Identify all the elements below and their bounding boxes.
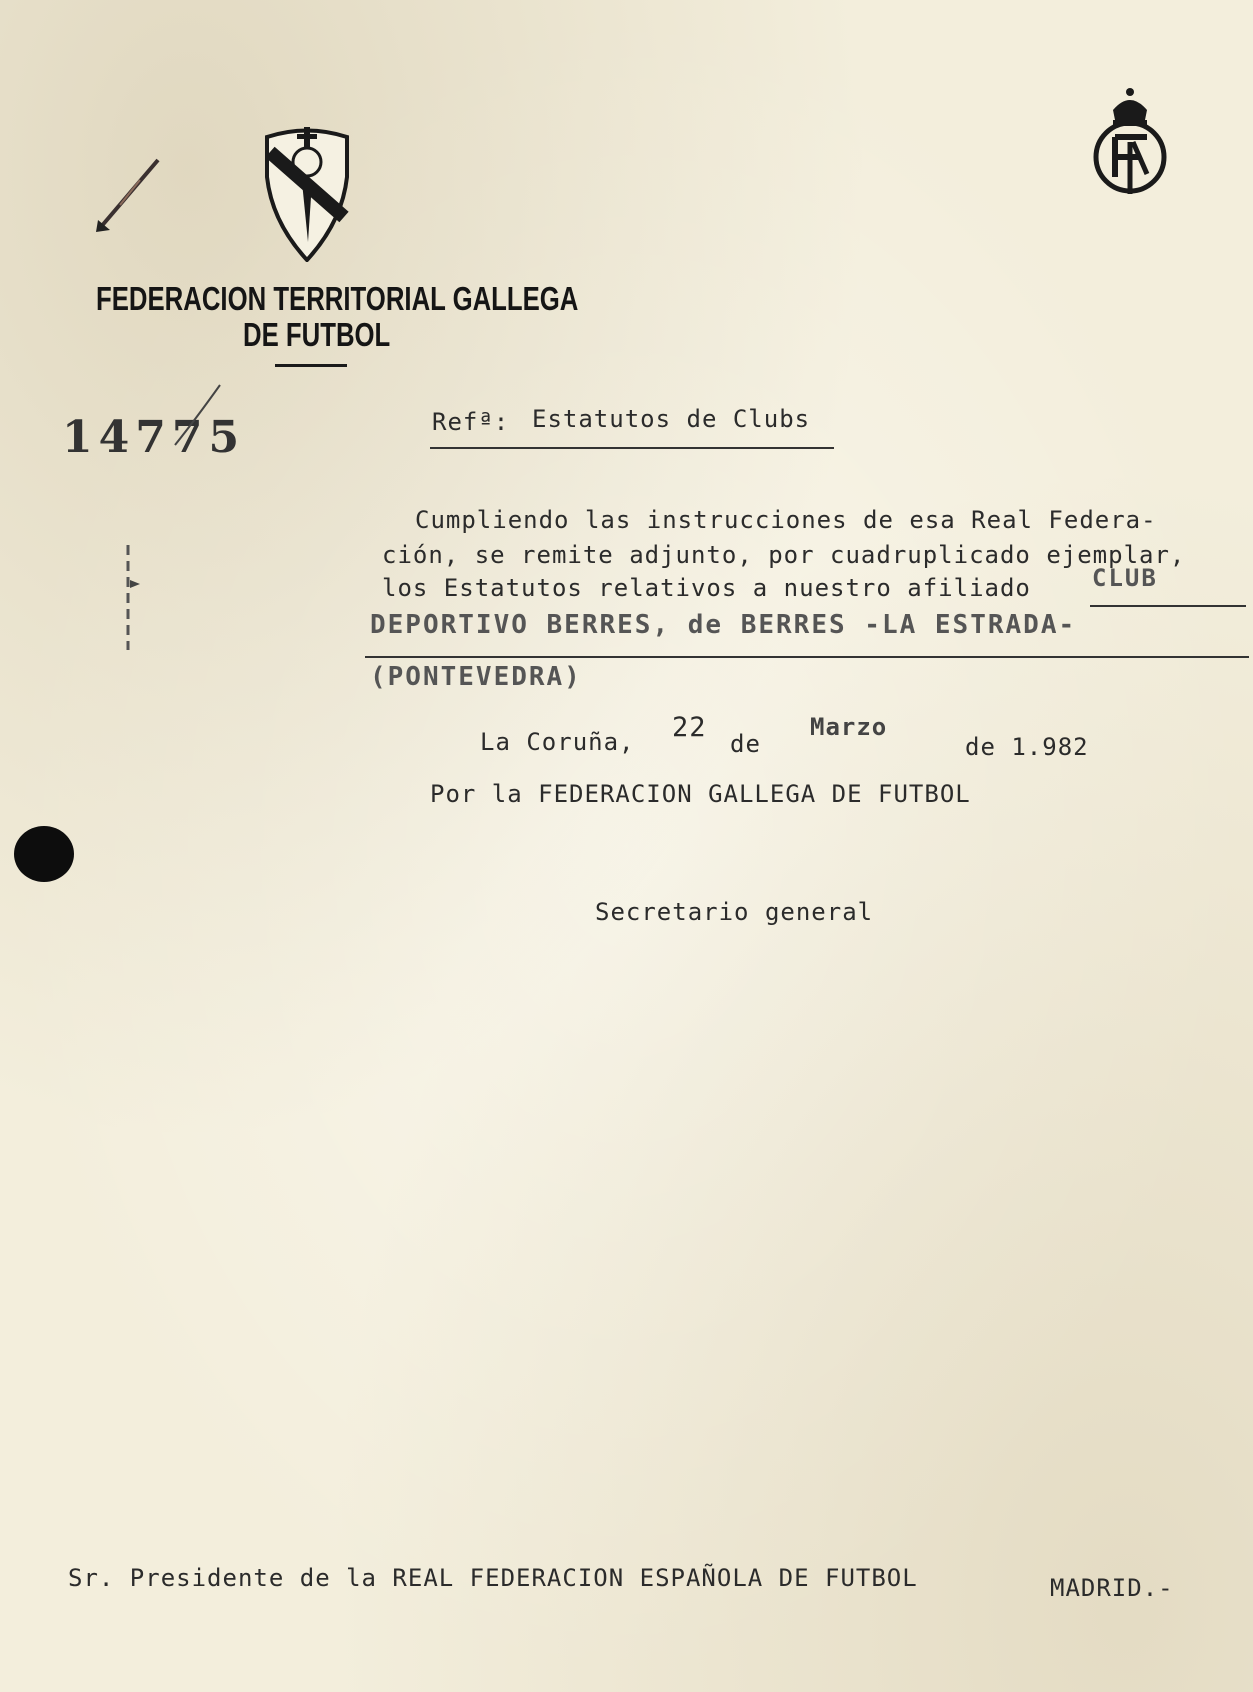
date-day: 22 [672, 712, 707, 743]
galician-federation-shield-icon [262, 122, 352, 262]
body-line1: Cumpliendo las instrucciones de esa Real Federa- [415, 506, 1157, 534]
reference-underline [430, 447, 834, 449]
date-de: de [730, 730, 761, 758]
signature-title: Secretario general [595, 898, 874, 926]
header-underline [275, 364, 347, 367]
club-underline-1 [1090, 605, 1246, 607]
date-place: La Coruña, [480, 728, 635, 756]
footer-addressee: Sr. Presidente de la REAL FEDERACION ESPAÑOLA DE FUTBOL [68, 1564, 918, 1592]
date-year: de 1.982 [965, 733, 1089, 761]
date-month: Marzo [810, 713, 888, 741]
registration-pencil-stroke [165, 380, 225, 450]
margin-staple-mark [118, 540, 148, 655]
pencil-mark [80, 150, 170, 240]
reference-label: Refª: [432, 408, 510, 436]
body-line2: ción, se remite adjunto, por cuadruplicado ejemplar, [382, 541, 1186, 569]
footer-city: MADRID.- [1050, 1574, 1174, 1602]
reference-text: Estatutos de Clubs [532, 405, 811, 433]
federation-header-line1: FEDERACION TERRITORIAL GALLEGA [96, 280, 579, 317]
signature-by-line: Por la FEDERACION GALLEGA DE FUTBOL [430, 780, 971, 808]
club-prefix: CLUB [1092, 564, 1158, 592]
registration-number: 14775 [62, 412, 246, 463]
rfef-crown-emblem-icon [1085, 82, 1175, 202]
body-line3: los Estatutos relativos a nuestro afiliado [382, 574, 1031, 602]
punch-hole [14, 826, 74, 882]
federation-header-line2: DE FUTBOL [243, 316, 391, 353]
club-province: (PONTEVEDRA) [370, 662, 582, 692]
club-underline-2 [365, 656, 1249, 658]
club-name-line: DEPORTIVO BERRES, de BERRES -LA ESTRADA- [370, 610, 1077, 640]
